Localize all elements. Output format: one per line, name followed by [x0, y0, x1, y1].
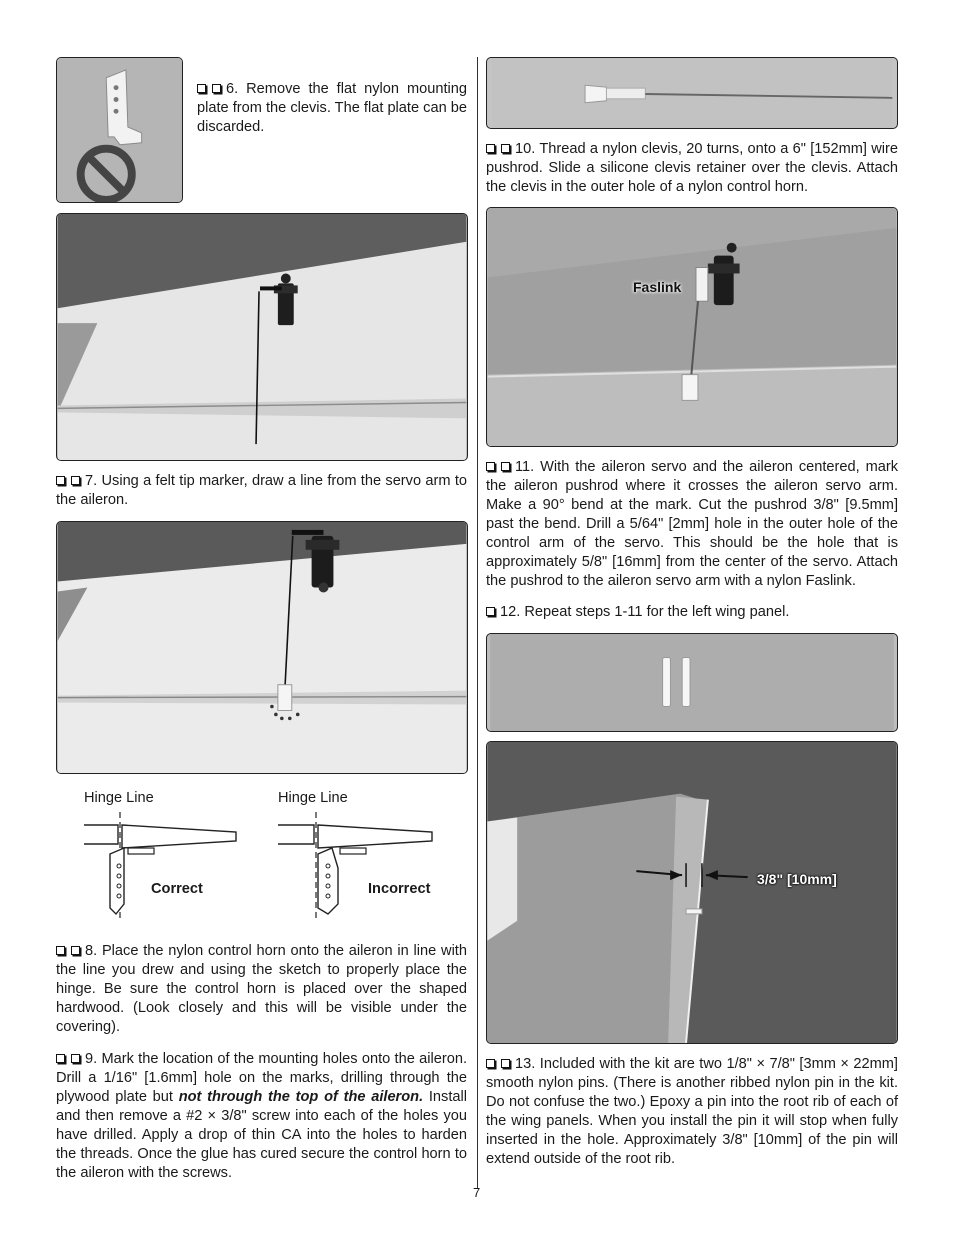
pin-length-annotation: 3/8" [10mm]: [757, 871, 837, 887]
step-number: 12.: [500, 604, 521, 620]
step-body: Repeat steps 1-11 for the left wing panel.: [524, 604, 790, 620]
checkbox-1[interactable]: [56, 476, 65, 485]
step-body: Place the nylon control horn onto the aileron in line with the line you drew and using the sketch to properly place the hinge. Be sure the control horn is placed over the shaped hardwood. (Look closely and this will be visible under the covering).: [56, 943, 467, 1035]
faslink-illustration: [487, 208, 897, 446]
hinge-diagram-correct: [84, 812, 236, 918]
step-12-text: [486, 603, 898, 622]
checkbox-1[interactable]: [486, 144, 495, 153]
incorrect-label: Incorrect: [368, 881, 431, 897]
hinge-diagram: [56, 808, 468, 922]
step-number: 10.: [515, 141, 536, 157]
checkbox-2[interactable]: [212, 84, 221, 93]
checkbox-1[interactable]: [486, 1059, 495, 1068]
checkbox-1[interactable]: [486, 607, 495, 616]
photo-servo-line: [56, 213, 468, 461]
photo-clevis-pushrod: [486, 57, 898, 129]
step-6-text: [197, 80, 467, 137]
step-body: Remove the flat nylon mounting plate from the clevis. The flat plate can be discarded.: [197, 81, 467, 135]
column-divider: [477, 57, 478, 1189]
checkbox-2[interactable]: [501, 1059, 510, 1068]
checkbox-2[interactable]: [71, 1054, 80, 1063]
step-8-text: [56, 942, 467, 1037]
step-9-text: [56, 1050, 467, 1183]
servo-line-illustration: [57, 214, 467, 460]
step-7-text: [56, 472, 467, 510]
checkbox-1[interactable]: [197, 84, 206, 93]
step-11-text: [486, 458, 898, 591]
checkbox-1[interactable]: [56, 1054, 65, 1063]
step-body: Thread a nylon clevis, 20 turns, onto a 6" [152mm] wire pushrod. Slide a silicone clevis retainer over the clevis. Attach the clevis in the outer hole of a nylon control horn.: [486, 141, 899, 195]
step-number: 8.: [85, 943, 98, 959]
photo-control-horn: [56, 521, 468, 774]
clevis-pushrod-illustration: [487, 58, 897, 128]
photo-root-rib-pin: [486, 741, 898, 1044]
step-body-continued: Install and then remove a #2 × 3/8" screw into each of the holes you have drilled. Apply a drop of thin CA into the holes to harden the threads. Once the glue has cured secure the control horn to the aileron with the screws.: [56, 1089, 467, 1181]
step-10-text: [486, 140, 898, 197]
control-horn-illustration: [57, 522, 467, 773]
checkbox-2[interactable]: [501, 462, 510, 471]
checkbox-2[interactable]: [71, 476, 80, 485]
step-number: 9.: [85, 1051, 98, 1067]
hinge-line-label-right: Hinge Line: [278, 790, 348, 806]
checkbox-2[interactable]: [501, 144, 510, 153]
checkbox-1[interactable]: [486, 462, 495, 471]
step-body: Using a felt tip marker, draw a line from the servo arm to the aileron.: [56, 473, 467, 508]
step-emphasis: not through the top of the aileron.: [178, 1089, 424, 1105]
checkbox-1[interactable]: [56, 946, 65, 955]
checkbox-2[interactable]: [71, 946, 80, 955]
page-number: 7: [473, 1185, 481, 1200]
step-body: With the aileron servo and the aileron centered, mark the aileron pushrod where it crosses the aileron servo arm. Make a 90° bend at the mark. Cut the pushrod 3/8" [9.5mm] past the bend. Drill a 5/64" [2mm] hole in the outer hole of the control arm of the servo. This should be the hole that is approximately 5/8" [16mm] from the center of the servo. Attach the pushrod to the aileron servo arm with a nylon Faslink.: [486, 459, 898, 589]
photo-nylon-pins: [486, 633, 898, 732]
nylon-pins-illustration: [487, 634, 897, 731]
step-number: 11.: [515, 459, 535, 475]
hinge-line-label-left: Hinge Line: [84, 790, 154, 806]
step-13-text: [486, 1055, 898, 1169]
faslink-annotation: Faslink: [633, 279, 682, 295]
hinge-diagram-incorrect: [278, 812, 432, 918]
clevis-plate-illustration: [57, 58, 182, 202]
photo-faslink: [486, 207, 898, 447]
root-rib-illustration: [487, 742, 897, 1043]
step-body: Mark the location of the mounting holes onto the aileron. Drill a 1/16" [1.6mm] hole on the marks, drilling through the plywood plate but: [56, 1051, 467, 1105]
photo-clevis-plate: [56, 57, 183, 203]
step-number: 7.: [85, 473, 98, 489]
step-number: 13.: [515, 1056, 536, 1072]
step-number: 6.: [226, 81, 239, 97]
step-body: Included with the kit are two 1/8" × 7/8" [3mm × 22mm] smooth nylon pins. (There is another ribbed nylon pin in the kit. Do not confuse the two.) Epoxy a pin into the root rib of each of the wing panels. When you install the pin it will stop when fully inserted in the hole. Approximately 3/8" [10mm] of the pin will extend outside of the root rib.: [486, 1056, 898, 1167]
correct-label: Correct: [151, 881, 203, 897]
